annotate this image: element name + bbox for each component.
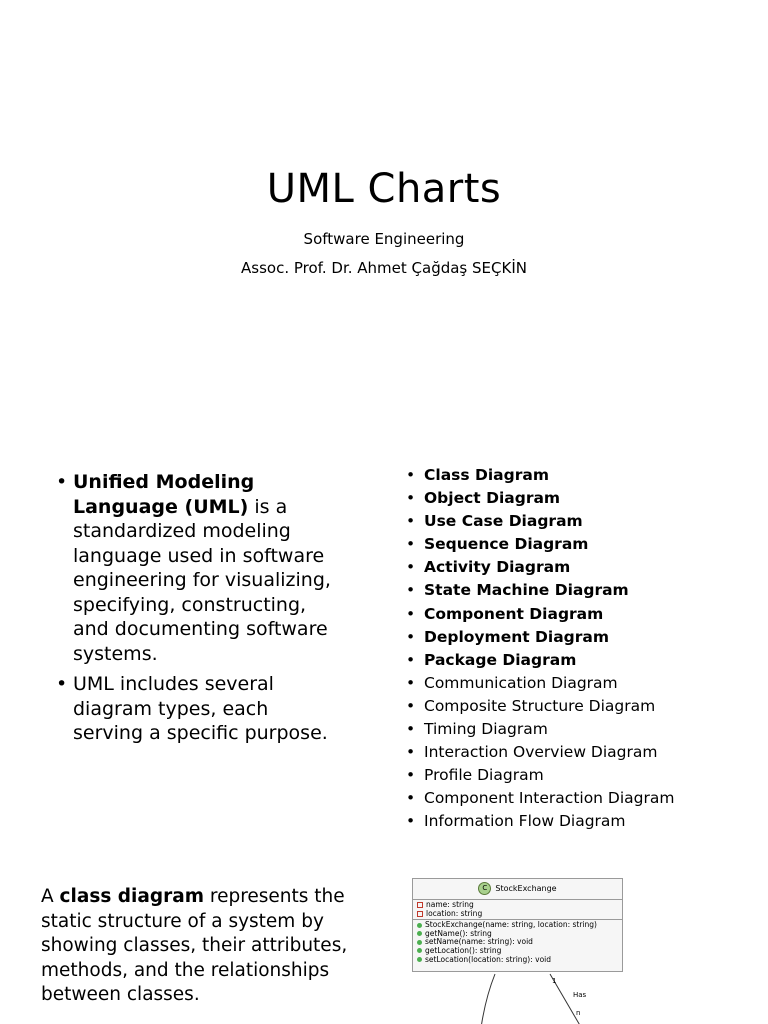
bullet-dot-icon: • xyxy=(406,812,416,831)
diagram-type-label: Class Diagram xyxy=(424,466,549,484)
bullet-dot-icon: • xyxy=(406,789,416,808)
attribute-text: name: string xyxy=(426,900,474,909)
operation-text: setLocation(location: string): void xyxy=(425,954,552,964)
diagram-type-item xyxy=(406,741,674,764)
diagram-type-item xyxy=(406,487,674,510)
title-slide xyxy=(0,0,768,430)
attribute-text: location: string xyxy=(426,908,483,918)
diagram-type-item xyxy=(406,649,674,672)
class-header xyxy=(413,879,622,900)
slide-title: UML Charts xyxy=(266,166,502,212)
slide-subtitle: Software Engineering xyxy=(303,230,465,248)
diagram-type-item xyxy=(406,787,674,810)
private-field-icon xyxy=(417,902,423,908)
diagram-type-item xyxy=(406,718,674,741)
bullet-dot-icon: • xyxy=(406,512,416,531)
private-field-icon xyxy=(417,911,423,917)
desc-bold: class diagram xyxy=(59,886,204,907)
public-method-icon xyxy=(417,940,422,945)
diagram-type-label: Object Diagram xyxy=(424,489,561,508)
class-operation xyxy=(417,956,618,965)
class-box-stockexchange xyxy=(412,878,623,972)
diagram-type-label: Package Diagram xyxy=(424,650,577,669)
operation-text: getName(): string xyxy=(425,928,492,938)
bullet-dot-icon: • xyxy=(56,673,68,695)
diagram-type-item xyxy=(406,695,674,718)
class-attribute xyxy=(417,910,618,919)
diagram-type-item xyxy=(406,533,674,556)
operation-text: StockExchange(name: string, location: string) xyxy=(425,920,597,930)
bullet-dot-icon: • xyxy=(56,471,68,493)
diagram-type-item xyxy=(406,556,674,579)
public-method-icon xyxy=(417,948,422,953)
operation-text: getLocation(): string xyxy=(425,945,502,955)
bullet-text: is a standardized modeling language used in software engineering for visualizing, specifying, constructing, and documenting software systems. xyxy=(73,495,331,665)
diagram-type-item xyxy=(406,810,674,833)
desc-prefix: A xyxy=(41,886,60,907)
bullet-dot-icon: • xyxy=(406,673,416,692)
diagram-type-label: Deployment Diagram xyxy=(424,627,610,646)
bullet-item xyxy=(56,470,341,666)
bullet-dot-icon: • xyxy=(406,604,416,623)
diagram-type-label: Communication Diagram xyxy=(424,673,618,692)
bullet-dot-icon: • xyxy=(406,535,416,554)
multiplicity-top: 1 xyxy=(552,977,557,985)
bullet-dot-icon: • xyxy=(406,489,416,508)
bullet-dot-icon: • xyxy=(406,766,416,785)
diagram-type-label: Interaction Overview Diagram xyxy=(424,743,658,762)
diagram-type-item xyxy=(406,603,674,626)
diagram-type-label: Profile Diagram xyxy=(424,766,544,785)
class-diagram-description xyxy=(41,885,351,1008)
diagram-type-label: Activity Diagram xyxy=(424,558,571,577)
slide-author: Assoc. Prof. Dr. Ahmet Çağdaş SEÇKİN xyxy=(241,259,527,277)
diagram-type-item xyxy=(406,579,674,602)
multiplicity-bottom: n xyxy=(576,1009,581,1017)
diagram-type-item xyxy=(406,764,674,787)
bullet-dot-icon: • xyxy=(406,743,416,762)
bullet-bold: Unified Modeling Language (UML) xyxy=(73,471,255,518)
diagram-type-item xyxy=(406,464,674,487)
bullet-dot-icon: • xyxy=(406,558,416,577)
diagram-type-item xyxy=(406,672,674,695)
public-method-icon xyxy=(417,931,422,936)
diagram-type-label: Timing Diagram xyxy=(424,720,548,739)
class-attributes xyxy=(413,900,622,920)
diagram-type-label: Use Case Diagram xyxy=(424,512,583,531)
bullet-dot-icon: • xyxy=(406,650,416,669)
class-icon: C xyxy=(478,882,491,895)
class-name: StockExchange xyxy=(495,884,557,893)
diagram-type-label: Composite Structure Diagram xyxy=(424,696,656,715)
public-method-icon xyxy=(417,957,422,962)
diagram-types-list xyxy=(406,464,674,834)
diagram-type-item xyxy=(406,510,674,533)
bullet-dot-icon: • xyxy=(406,466,416,484)
uml-overview-slide xyxy=(0,430,768,860)
uml-intro-bullets xyxy=(56,470,341,752)
diagram-type-label: Information Flow Diagram xyxy=(424,812,626,831)
class-diagram-slide xyxy=(0,860,768,1024)
class-operations xyxy=(413,920,622,965)
diagram-type-label: State Machine Diagram xyxy=(424,581,629,600)
bullet-item xyxy=(56,672,341,746)
diagram-type-label: Sequence Diagram xyxy=(424,535,589,554)
diagram-type-label: Component Diagram xyxy=(424,604,604,623)
diagram-type-label: Component Interaction Diagram xyxy=(424,789,675,808)
public-method-icon xyxy=(417,923,422,928)
operation-text: setName(name: string): void xyxy=(425,937,533,947)
diagram-type-item xyxy=(406,626,674,649)
bullet-dot-icon: • xyxy=(406,720,416,739)
bullet-dot-icon: • xyxy=(406,696,416,715)
class-diagram-figure xyxy=(405,874,745,1024)
desc-rest: represents the static structure of a system by showing classes, their attributes, methods, and the relationships between classes. xyxy=(41,886,348,1005)
relation-label: Has xyxy=(573,991,587,999)
bullet-text: UML includes several diagram types, each serving a specific purpose. xyxy=(73,673,328,744)
bullet-dot-icon: • xyxy=(406,627,416,646)
bullet-dot-icon: • xyxy=(406,581,416,600)
